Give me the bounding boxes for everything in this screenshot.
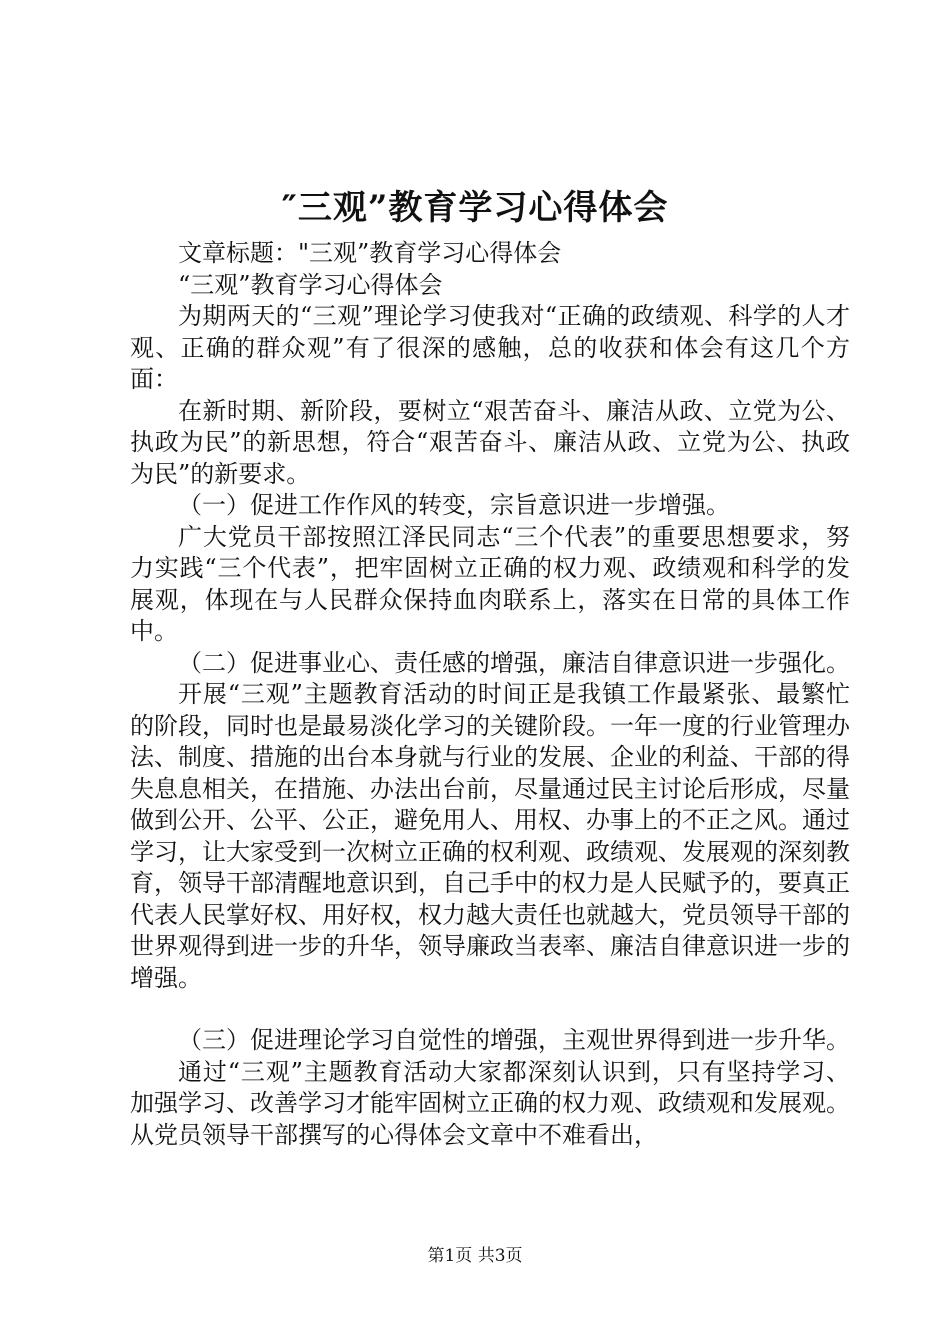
document-title: ″三观”教育学习心得体会 — [281, 188, 669, 228]
section-1-paragraph: 广大党员干部按照江泽民同志“三个代表”的重要思想要求，努力实践“三个代表”，把牢固树立正确的权力观、政绩观和科学的发展观，体现在与人民群众保持血肉联系上，落实在日常的具体工作中。 — [130, 522, 850, 645]
document-body — [130, 238, 850, 1151]
section-heading-2: （二）促进事业心、责任感的增强，廉洁自律意识进一步强化。 — [178, 648, 850, 677]
section-heading-1: （一）促进工作作风的转变，宗旨意识进一步增强。 — [178, 491, 730, 519]
subtitle-line: “三观”教育学习心得体会 — [178, 270, 443, 299]
section-2-paragraph: 开展“三观”主题教育活动的时间正是我镇工作最紧张、最繁忙的阶段，同时也是最易淡化学习的关键阶段。一年一度的行业管理办法、制度、措施的出台本身就与行业的发展、企业的利益、干部的得失息息相关，在措施、办法出台前，尽量通过民主讨论后形成，尽量做到公开、公平、公正，避免用人、用权、办事上的不正之风。通过学习，让大家受到一次树立正确的权利观、政绩观、发展观的深刻教育，领导干部清醒地意识到，自己手中的权力是人民赋予的，要真正代表人民掌好权、用好权，权力越大责任也就越大，党员领导干部的世界观得到进一步的升华，领导廉政当表率、廉洁自律意识进一步的增强。 — [130, 680, 850, 992]
intro-paragraph: 为期两天的“三观”理论学习使我对“正确的政绩观、科学的人才观、正确的群众观”有了很深的感触，总的收获和体会有这几个方面： — [130, 302, 850, 393]
section-heading-3: （三）促进理论学习自觉性的增强，主观世界得到进一步升华。 — [178, 1026, 850, 1054]
paragraph-gap — [130, 994, 850, 1025]
article-title-line: 文章标题："三观”教育学习心得体会 — [178, 239, 562, 267]
context-paragraph: 在新时期、新阶段，要树立“艰苦奋斗、廉洁从政、立党为公、执政为民”的新思想，符合“艰苦奋斗、廉洁从政、立党为公、执政为民”的新要求。 — [130, 396, 850, 488]
section-3-paragraph: 通过“三观”主题教育活动大家都深刻认识到，只有坚持学习、加强学习、改善学习才能牢固树立正确的权力观、政绩观和发展观。从党员领导干部撰写的心得体会文章中不难看出， — [130, 1057, 850, 1149]
page-number-footer: 第1页 共3页 — [427, 1246, 523, 1266]
